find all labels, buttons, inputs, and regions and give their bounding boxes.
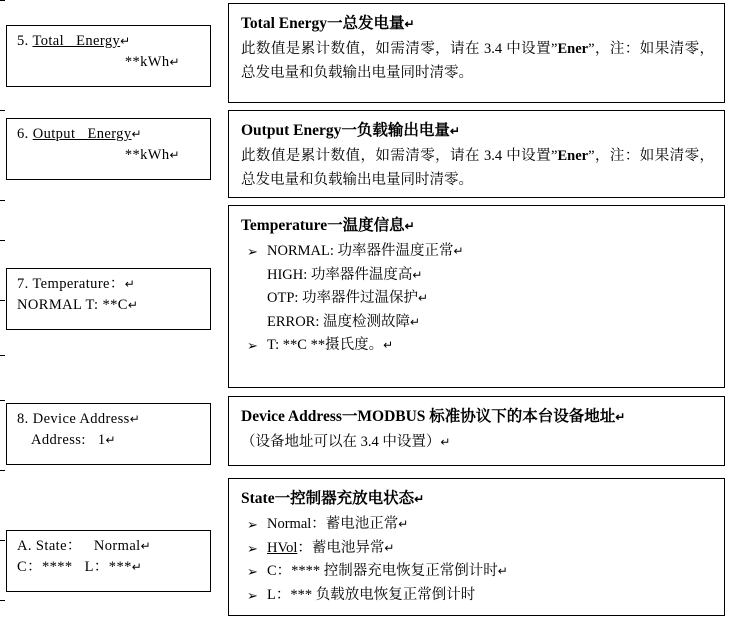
desc-title: Output Energy一负载输出电量↵ [241,122,460,139]
list-item [247,240,714,263]
return-mark: ↵ [497,564,508,579]
desc-bold-token: Ener [557,148,589,165]
lcd-line-1: 6. Output Energy↵ [17,126,142,142]
arrow-bullet-icon: ➢ [247,244,258,260]
arrow-bullet-icon: ➢ [247,540,258,556]
lcd-line-2: **kWh↵ [124,147,180,164]
list-item: OTP: 功率器件过温保护↵ [267,290,429,307]
list-item-label: C：**** 控制器充电恢复正常倒计时↵ [267,563,508,580]
return-mark: ↵ [105,433,116,448]
lcd-line-1: 7. Temperature：↵ [17,276,136,292]
return-mark: ↵ [131,560,143,575]
lcd-line-1: 8. Device Address↵ [17,411,141,427]
edge-tick [0,110,5,111]
desc-title: State一控制器充放电状态↵ [241,490,425,507]
desc-device-address [228,396,725,466]
desc-title: Device Address一MODBUS 标准协议下的本台设备地址↵ [241,408,626,425]
lcd-line-2: **kWh↵ [124,54,180,71]
return-mark: ↵ [383,338,394,353]
return-mark: ↵ [120,34,131,48]
lcd-panel-temperature [6,268,211,330]
return-mark: ↵ [129,412,141,426]
list-item-label: T: **C **摄氏度。↵ [267,337,394,354]
lcd-panel-state [6,530,211,592]
desc-temperature [228,205,725,388]
return-mark: ↵ [410,314,421,329]
list-item: HIGH: 功率器件温度高↵ [267,266,423,283]
return-mark: ↵ [449,124,460,138]
return-mark: ↵ [140,539,152,553]
return-mark: ↵ [440,435,451,450]
list-item-label: NORMAL: 功率器件温度正常↵ [267,243,464,260]
list-item [247,537,714,560]
list-item [247,334,714,357]
desc-paragraph: （设备地址可以在 3.4 中设置）↵ [241,434,451,451]
list-item [247,513,714,536]
return-mark: ↵ [384,540,395,555]
lcd-label-output-energy: Output Energy [32,126,132,142]
edge-tick [0,355,5,356]
list-item-underlined-token: HVol [267,539,298,556]
lcd-line-1: 5. Total Energy↵ [17,33,131,49]
return-mark: ↵ [404,17,415,31]
desc-paragraph: 此数值是累计数值，如需清零，请在 3.4 中设置”Ener”，注：如果清零，总发电量和负载输出电量同时清零。 [241,41,715,81]
lcd-line-2: C：**** L：***↵ [17,559,143,576]
list-item: ERROR: 温度检测故障↵ [267,313,421,330]
return-mark: ↵ [169,148,180,163]
return-mark: ↵ [453,244,464,259]
list-item [247,560,714,583]
desc-bold-token: Ener [557,41,589,58]
desc-total-energy [228,3,725,103]
return-mark: ↵ [414,492,425,506]
edge-tick [0,300,5,301]
return-mark: ↵ [412,267,423,282]
return-mark: ↵ [124,277,136,291]
return-mark: ↵ [131,127,142,141]
desc-output-energy [228,110,725,198]
lcd-line-1: A. State： Normal↵ [17,538,152,554]
list-item-label: HVol：蓄电池异常↵ [267,539,395,556]
return-mark: ↵ [169,55,180,70]
return-mark: ↵ [418,291,429,306]
lcd-line-2: NORMAL T: **C↵ [17,297,139,314]
arrow-bullet-icon: ➢ [247,564,258,580]
return-mark: ↵ [398,517,409,532]
lcd-panel-output-energy [6,118,211,180]
lcd-panel-device-address [6,403,211,465]
return-mark: ↵ [404,219,415,233]
edge-tick [0,400,5,401]
list-item-label: L：*** 负载放电恢复正常倒计时 [267,586,476,603]
lcd-panel-total-energy [6,25,211,87]
edge-tick [0,540,5,541]
list-item-label: Normal：蓄电池正常↵ [267,516,409,533]
return-mark: ↵ [127,298,139,313]
lcd-label-total-energy: Total Energy [32,33,121,49]
desc-paragraph: 此数值是累计数值，如需清零，请在 3.4 中设置”Ener”，注：如果清零，总发电量和负载输出电量同时清零。 [241,148,715,188]
edge-tick [0,200,5,201]
arrow-bullet-icon: ➢ [247,587,258,603]
edge-tick [0,0,5,1]
edge-tick [0,470,5,471]
edge-tick [0,240,5,241]
desc-title: Temperature一温度信息↵ [241,217,415,234]
desc-title: Total Energy一总发电量↵ [241,15,415,32]
desc-state [228,478,725,616]
arrow-bullet-icon: ➢ [247,517,258,533]
lcd-line-2: Address: 1↵ [31,432,116,449]
edge-tick [0,600,5,601]
return-mark: ↵ [615,410,626,424]
arrow-bullet-icon: ➢ [247,338,258,354]
list-item [247,584,714,607]
